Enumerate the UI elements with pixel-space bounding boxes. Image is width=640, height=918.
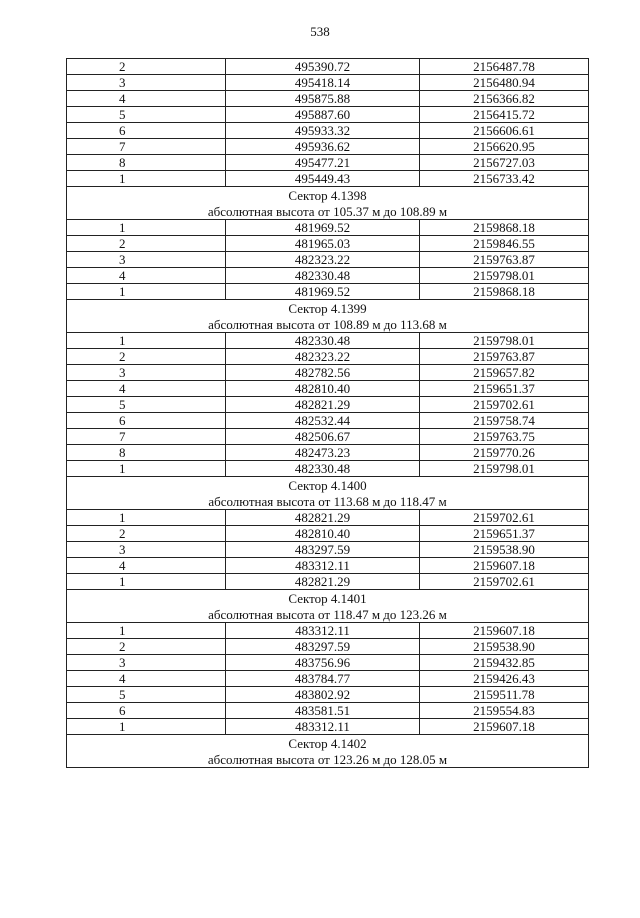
y-coordinate-cell: 2156487.78	[420, 59, 589, 75]
y-coordinate-cell: 2159554.83	[420, 703, 589, 719]
y-coordinate-cell: 2159702.61	[420, 397, 589, 413]
sector-caption-row	[67, 316, 589, 333]
sector-title-row	[67, 477, 589, 494]
y-coordinate-cell: 2159426.43	[420, 671, 589, 687]
point-number-cell: 4	[67, 381, 226, 397]
y-coordinate-cell: 2159702.61	[420, 510, 589, 526]
y-coordinate-cell: 2159763.87	[420, 252, 589, 268]
point-number-cell: 3	[67, 655, 226, 671]
table-row	[67, 445, 589, 461]
table-row	[67, 687, 589, 703]
point-number-cell: 1	[67, 719, 226, 735]
sector-caption-row	[67, 203, 589, 220]
y-coordinate-cell: 2159538.90	[420, 639, 589, 655]
sector-title: Сектор 4.1401	[67, 590, 589, 607]
table-row	[67, 268, 589, 284]
x-coordinate-cell: 482810.40	[226, 381, 420, 397]
point-number-cell: 1	[67, 574, 226, 590]
x-coordinate-cell: 495390.72	[226, 59, 420, 75]
y-coordinate-cell: 2156620.95	[420, 139, 589, 155]
table-row	[67, 123, 589, 139]
point-number-cell: 3	[67, 252, 226, 268]
sector-title: Сектор 4.1402	[67, 735, 589, 752]
point-number-cell: 2	[67, 236, 226, 252]
y-coordinate-cell: 2159607.18	[420, 558, 589, 574]
sector-altitude-caption: абсолютная высота от 113.68 м до 118.47 м	[67, 493, 589, 510]
table-row	[67, 333, 589, 349]
table-row	[67, 252, 589, 268]
point-number-cell: 1	[67, 171, 226, 187]
y-coordinate-cell: 2159868.18	[420, 284, 589, 300]
sector-caption-row	[67, 606, 589, 623]
point-number-cell: 1	[67, 623, 226, 639]
y-coordinate-cell: 2156606.61	[420, 123, 589, 139]
x-coordinate-cell: 482330.48	[226, 461, 420, 477]
point-number-cell: 3	[67, 542, 226, 558]
table-row	[67, 510, 589, 526]
x-coordinate-cell: 495477.21	[226, 155, 420, 171]
y-coordinate-cell: 2159798.01	[420, 461, 589, 477]
point-number-cell: 1	[67, 461, 226, 477]
x-coordinate-cell: 495887.60	[226, 107, 420, 123]
x-coordinate-cell: 483802.92	[226, 687, 420, 703]
x-coordinate-cell: 495449.43	[226, 171, 420, 187]
y-coordinate-cell: 2159770.26	[420, 445, 589, 461]
y-coordinate-cell: 2159651.37	[420, 526, 589, 542]
y-coordinate-cell: 2159607.18	[420, 623, 589, 639]
y-coordinate-cell: 2159763.87	[420, 349, 589, 365]
point-number-cell: 2	[67, 526, 226, 542]
y-coordinate-cell: 2159798.01	[420, 268, 589, 284]
table-row	[67, 461, 589, 477]
y-coordinate-cell: 2159511.78	[420, 687, 589, 703]
y-coordinate-cell: 2159657.82	[420, 365, 589, 381]
x-coordinate-cell: 483756.96	[226, 655, 420, 671]
point-number-cell: 5	[67, 687, 226, 703]
y-coordinate-cell: 2159607.18	[420, 719, 589, 735]
x-coordinate-cell: 482782.56	[226, 365, 420, 381]
table-row	[67, 59, 589, 75]
sector-altitude-caption: абсолютная высота от 105.37 м до 108.89 м	[67, 203, 589, 220]
table-row	[67, 365, 589, 381]
x-coordinate-cell: 481965.03	[226, 236, 420, 252]
x-coordinate-cell: 482330.48	[226, 268, 420, 284]
y-coordinate-cell: 2159763.75	[420, 429, 589, 445]
point-number-cell: 7	[67, 429, 226, 445]
x-coordinate-cell: 483312.11	[226, 623, 420, 639]
x-coordinate-cell: 483297.59	[226, 542, 420, 558]
coordinates-table-body	[67, 59, 589, 768]
y-coordinate-cell: 2159651.37	[420, 381, 589, 397]
y-coordinate-cell: 2156727.03	[420, 155, 589, 171]
point-number-cell: 7	[67, 139, 226, 155]
sector-title-row	[67, 735, 589, 752]
table-row	[67, 349, 589, 365]
sector-title: Сектор 4.1399	[67, 300, 589, 317]
x-coordinate-cell: 483312.11	[226, 558, 420, 574]
table-row	[67, 413, 589, 429]
x-coordinate-cell: 495936.62	[226, 139, 420, 155]
table-row	[67, 75, 589, 91]
point-number-cell: 5	[67, 107, 226, 123]
y-coordinate-cell: 2159758.74	[420, 413, 589, 429]
x-coordinate-cell: 482506.67	[226, 429, 420, 445]
point-number-cell: 4	[67, 91, 226, 107]
table-row	[67, 703, 589, 719]
y-coordinate-cell: 2159702.61	[420, 574, 589, 590]
point-number-cell: 1	[67, 333, 226, 349]
sector-title: Сектор 4.1398	[67, 187, 589, 204]
x-coordinate-cell: 495875.88	[226, 91, 420, 107]
y-coordinate-cell: 2159538.90	[420, 542, 589, 558]
table-row	[67, 671, 589, 687]
point-number-cell: 5	[67, 397, 226, 413]
table-row	[67, 381, 589, 397]
x-coordinate-cell: 482323.22	[226, 349, 420, 365]
x-coordinate-cell: 483297.59	[226, 639, 420, 655]
point-number-cell: 2	[67, 349, 226, 365]
x-coordinate-cell: 482821.29	[226, 510, 420, 526]
x-coordinate-cell: 482330.48	[226, 333, 420, 349]
table-row	[67, 719, 589, 735]
point-number-cell: 8	[67, 155, 226, 171]
point-number-cell: 1	[67, 510, 226, 526]
x-coordinate-cell: 495418.14	[226, 75, 420, 91]
point-number-cell: 6	[67, 703, 226, 719]
point-number-cell: 6	[67, 123, 226, 139]
point-number-cell: 1	[67, 220, 226, 236]
x-coordinate-cell: 482323.22	[226, 252, 420, 268]
x-coordinate-cell: 482821.29	[226, 574, 420, 590]
table-row	[67, 639, 589, 655]
table-row	[67, 91, 589, 107]
x-coordinate-cell: 481969.52	[226, 220, 420, 236]
point-number-cell: 3	[67, 365, 226, 381]
y-coordinate-cell: 2159798.01	[420, 333, 589, 349]
sector-altitude-caption: абсолютная высота от 123.26 м до 128.05 м	[67, 751, 589, 768]
table-row	[67, 107, 589, 123]
table-row	[67, 574, 589, 590]
point-number-cell: 3	[67, 75, 226, 91]
y-coordinate-cell: 2156415.72	[420, 107, 589, 123]
sector-title-row	[67, 300, 589, 317]
x-coordinate-cell: 482532.44	[226, 413, 420, 429]
sector-caption-row	[67, 493, 589, 510]
x-coordinate-cell: 483312.11	[226, 719, 420, 735]
table-row	[67, 220, 589, 236]
y-coordinate-cell: 2159868.18	[420, 220, 589, 236]
point-number-cell: 4	[67, 268, 226, 284]
coordinates-table	[66, 58, 589, 768]
point-number-cell: 2	[67, 639, 226, 655]
y-coordinate-cell: 2156733.42	[420, 171, 589, 187]
x-coordinate-cell: 482473.23	[226, 445, 420, 461]
point-number-cell: 4	[67, 671, 226, 687]
table-row	[67, 542, 589, 558]
x-coordinate-cell: 481969.52	[226, 284, 420, 300]
table-row	[67, 155, 589, 171]
x-coordinate-cell: 482810.40	[226, 526, 420, 542]
table-row	[67, 623, 589, 639]
page-number: 538	[310, 24, 330, 39]
table-row	[67, 236, 589, 252]
point-number-cell: 4	[67, 558, 226, 574]
table-row	[67, 526, 589, 542]
sector-altitude-caption: абсолютная высота от 118.47 м до 123.26 м	[67, 606, 589, 623]
table-row	[67, 429, 589, 445]
table-row	[67, 397, 589, 413]
y-coordinate-cell: 2159846.55	[420, 236, 589, 252]
table-row	[67, 558, 589, 574]
point-number-cell: 2	[67, 59, 226, 75]
point-number-cell: 6	[67, 413, 226, 429]
x-coordinate-cell: 483784.77	[226, 671, 420, 687]
y-coordinate-cell: 2156480.94	[420, 75, 589, 91]
point-number-cell: 1	[67, 284, 226, 300]
table-row	[67, 171, 589, 187]
table-row	[67, 284, 589, 300]
point-number-cell: 8	[67, 445, 226, 461]
sector-title-row	[67, 590, 589, 607]
x-coordinate-cell: 495933.32	[226, 123, 420, 139]
y-coordinate-cell: 2156366.82	[420, 91, 589, 107]
sector-title: Сектор 4.1400	[67, 477, 589, 494]
x-coordinate-cell: 482821.29	[226, 397, 420, 413]
y-coordinate-cell: 2159432.85	[420, 655, 589, 671]
table-row	[67, 139, 589, 155]
sector-title-row	[67, 187, 589, 204]
sector-altitude-caption: абсолютная высота от 108.89 м до 113.68 м	[67, 316, 589, 333]
x-coordinate-cell: 483581.51	[226, 703, 420, 719]
table-row	[67, 655, 589, 671]
sector-caption-row	[67, 751, 589, 768]
